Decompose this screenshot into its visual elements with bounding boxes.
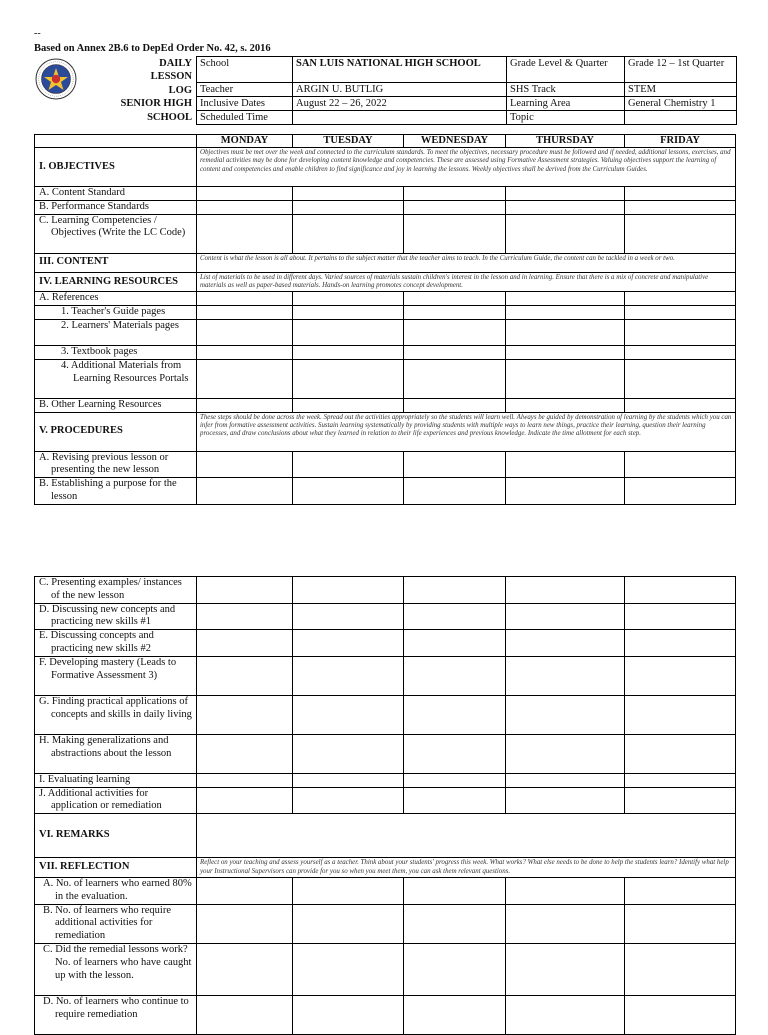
- row-label: [35, 695, 197, 734]
- row-label-text: C. Learning Competencies / Objectives (Write the LC Code): [39, 214, 186, 239]
- cell: [197, 787, 293, 814]
- area-label: Learning Area: [507, 97, 625, 111]
- cell: [506, 200, 625, 214]
- row-label: [35, 603, 197, 630]
- cell: [625, 200, 736, 214]
- cell: [197, 877, 293, 904]
- row-label-text: E. Discussing concepts and practicing new skills #2: [39, 630, 154, 654]
- cell: [506, 995, 625, 1034]
- cell: [506, 187, 625, 201]
- cell: [293, 877, 404, 904]
- grade-label: Grade Level & Quarter: [507, 57, 625, 83]
- cell: [404, 877, 506, 904]
- cell: [293, 292, 404, 306]
- cell: [506, 359, 625, 398]
- cell: [506, 320, 625, 346]
- cell: [506, 603, 625, 630]
- cell: [625, 695, 736, 734]
- row-label-text: F. Developing mastery (Leads to Formative Assessment 3): [39, 656, 177, 681]
- cell: [197, 292, 293, 306]
- time-value: [293, 111, 507, 125]
- cell: [293, 695, 404, 734]
- resources-heading: IV. LEARNING RESOURCES: [35, 272, 197, 292]
- cell: [625, 320, 736, 346]
- cell: [197, 187, 293, 201]
- row-label-text: A. No. of learners who earned 80% in the evaluation.: [43, 877, 192, 902]
- lesson-log-table-2: [34, 576, 736, 1035]
- row-label-text: 4. Additional Materials from Learning Resources Portals: [61, 359, 189, 384]
- cell: [404, 306, 506, 320]
- reflection-note: Reflect on your teaching and assess yourself as a teacher. Think about your students' progress this week. What works? What else needs to be done to help the students learn? Identify what help your Instructional Supervisors can provide for you so when you meet them, you can ask them relevant questions.: [197, 858, 736, 878]
- cell: [293, 214, 404, 253]
- cell: [404, 451, 506, 478]
- row-label: [35, 320, 197, 346]
- cell: [404, 630, 506, 657]
- row-label: [35, 214, 197, 253]
- cell: [293, 346, 404, 360]
- cell: [506, 214, 625, 253]
- cell: [625, 603, 736, 630]
- cell: [625, 787, 736, 814]
- cell: [506, 306, 625, 320]
- cell: [197, 320, 293, 346]
- cell: [197, 995, 293, 1034]
- row-label: [35, 904, 197, 943]
- row-label: [35, 787, 197, 814]
- cell: [293, 787, 404, 814]
- content-note: Content is what the lesson is all about. It pertains to the subject matter that the teacher aims to teach. In the Curriculum Guide, the content can be tackled in a week or two.: [197, 253, 736, 272]
- day-header: THURSDAY: [506, 135, 625, 148]
- cell: [404, 695, 506, 734]
- grade-value: Grade 12 – 1st Quarter: [625, 57, 737, 83]
- row-label-text: D. Discussing new concepts and practicing new skills #1: [39, 603, 176, 628]
- cell: [625, 656, 736, 695]
- cell: [197, 695, 293, 734]
- cell: [404, 346, 506, 360]
- cell: [506, 695, 625, 734]
- cell: [197, 478, 293, 505]
- row-label: [35, 734, 197, 773]
- lesson-log-table-1: [34, 134, 736, 505]
- track-label: SHS Track: [507, 83, 625, 97]
- row-label: [35, 478, 197, 505]
- cell: [625, 877, 736, 904]
- cell: [197, 603, 293, 630]
- cell: [197, 630, 293, 657]
- cell: [293, 478, 404, 505]
- cell: [197, 346, 293, 360]
- day-header: FRIDAY: [625, 135, 736, 148]
- cell: [293, 187, 404, 201]
- row-label-text: H. Making generalizations and abstractions about the lesson: [39, 734, 172, 759]
- cell: [404, 656, 506, 695]
- cell: [404, 904, 506, 943]
- cell: [293, 306, 404, 320]
- cell: [197, 398, 293, 412]
- row-label: 1. Teacher's Guide pages: [35, 306, 197, 320]
- row-label-text: 2. Learners' Materials pages: [61, 320, 179, 331]
- cell: [404, 734, 506, 773]
- cell: [625, 292, 736, 306]
- dll-title-line: LESSON: [150, 71, 192, 83]
- cell: [293, 773, 404, 787]
- cell: [293, 904, 404, 943]
- cell: [293, 943, 404, 995]
- topic-value: [625, 111, 737, 125]
- cell: [293, 451, 404, 478]
- remarks-cell: [197, 814, 736, 858]
- row-label: B. Performance Standards: [35, 200, 197, 214]
- cell: [625, 995, 736, 1034]
- cell: [404, 773, 506, 787]
- cell: [625, 630, 736, 657]
- cell: [506, 292, 625, 306]
- cell: [506, 904, 625, 943]
- cell: [506, 877, 625, 904]
- cell: [625, 773, 736, 787]
- day-header: MONDAY: [197, 135, 293, 148]
- cell: [197, 577, 293, 604]
- cell: [293, 577, 404, 604]
- row-label-text: B. Establishing a purpose for the lesson: [39, 478, 177, 502]
- time-label: Scheduled Time: [197, 111, 293, 125]
- dll-title-line: SENIOR HIGH SCHOOL: [120, 98, 192, 123]
- cell: [625, 734, 736, 773]
- cell: [293, 359, 404, 398]
- cell: [197, 734, 293, 773]
- cell: [293, 603, 404, 630]
- cell: [197, 656, 293, 695]
- cell: [506, 734, 625, 773]
- reflection-heading: VII. REFLECTION: [35, 858, 197, 878]
- day-header: WEDNESDAY: [404, 135, 506, 148]
- cell: [404, 187, 506, 201]
- cell: [506, 346, 625, 360]
- cell: [506, 478, 625, 505]
- cell: [293, 320, 404, 346]
- day-header: TUESDAY: [293, 135, 404, 148]
- cell: [404, 603, 506, 630]
- cell: [625, 359, 736, 398]
- cell: [506, 630, 625, 657]
- cell: [506, 773, 625, 787]
- row-label-text: B. No. of learners who require additional activities for remediation: [43, 904, 171, 942]
- cell: [404, 577, 506, 604]
- cell: [404, 320, 506, 346]
- dates-value: August 22 – 26, 2022: [293, 97, 507, 111]
- cell: [293, 656, 404, 695]
- row-label-text: D. No. of learners who continue to require remediation: [43, 995, 189, 1020]
- school-label: School: [197, 57, 293, 83]
- row-label: B. Other Learning Resources: [35, 398, 197, 412]
- cell: [625, 451, 736, 478]
- dll-title: [80, 57, 192, 124]
- cell: [197, 451, 293, 478]
- cell: [404, 787, 506, 814]
- cell: [197, 200, 293, 214]
- cell: [625, 187, 736, 201]
- row-label: [35, 451, 197, 478]
- header-table: [196, 56, 737, 125]
- cell: [404, 200, 506, 214]
- row-label: [35, 877, 197, 904]
- topic-label: Topic: [507, 111, 625, 125]
- cell: [197, 359, 293, 398]
- row-label: I. Evaluating learning: [35, 773, 197, 787]
- school-value: SAN LUIS NATIONAL HIGH SCHOOL: [293, 57, 507, 83]
- cell: [506, 656, 625, 695]
- cell: [506, 787, 625, 814]
- cell: [506, 577, 625, 604]
- row-label: [35, 630, 197, 657]
- cell: [625, 398, 736, 412]
- procedures-heading: V. PROCEDURES: [35, 412, 197, 451]
- cell: [293, 630, 404, 657]
- cell: [197, 773, 293, 787]
- cell: [404, 943, 506, 995]
- row-label-text: C. Did the remedial lessons work? No. of learners who have caught up with the lesson.: [43, 943, 192, 981]
- cell: [625, 904, 736, 943]
- row-label: [35, 359, 197, 398]
- cell: [404, 214, 506, 253]
- cell: [404, 478, 506, 505]
- teacher-label: Teacher: [197, 83, 293, 97]
- cell: [506, 943, 625, 995]
- row-label: [35, 995, 197, 1034]
- content-heading: III. CONTENT: [35, 253, 197, 272]
- cell: [625, 478, 736, 505]
- dll-title-line: LOG: [168, 84, 192, 96]
- top-dash: --: [34, 28, 41, 39]
- cell: [197, 306, 293, 320]
- resources-note: List of materials to be used in different days. Varied sources of materials sustain children's interest in the lesson and in learning. Ensure that there is a mix of concrete and manipulative materials as well as paper-based materials. Hands-on learning promotes concept development.: [197, 272, 736, 292]
- objectives-note: Objectives must be met over the week and connected to the curriculum standards. To meet the objectives, necessary procedure must be followed and if needed, additional lessons, exercises, and remedial activities may be done for developing content knowledge and competencies. These are assessed using Formative Assessment strategies. Valuing objectives support the learning of content and competencies and enable children to find significance and joy in learning the lessons. Weekly objectives shall be derived from the Curriculum Guides.: [197, 148, 736, 187]
- row-label-text: J. Additional activities for application or remediation: [39, 787, 162, 812]
- row-label-text: A. Revising previous lesson or presenting the new lesson: [39, 451, 169, 476]
- cell: [404, 359, 506, 398]
- cell: [197, 214, 293, 253]
- cell: [404, 398, 506, 412]
- objectives-heading: I. OBJECTIVES: [35, 148, 197, 187]
- cell: [197, 904, 293, 943]
- row-label: 3. Textbook pages: [35, 346, 197, 360]
- row-label-text: G. Finding practical applications of concepts and skills in daily living: [39, 695, 192, 720]
- cell: [625, 346, 736, 360]
- row-label: [35, 943, 197, 995]
- cell: [293, 995, 404, 1034]
- dll-title-line: DAILY: [159, 58, 192, 69]
- cell: [293, 398, 404, 412]
- cell: [625, 577, 736, 604]
- annex-title: Based on Annex 2B.6 to DepEd Order No. 42, s. 2016: [34, 43, 271, 54]
- cell: [625, 214, 736, 253]
- deped-seal-icon: [35, 58, 77, 100]
- area-value: General Chemistry 1: [625, 97, 737, 111]
- remarks-heading: VI. REMARKS: [35, 814, 197, 858]
- teacher-value: ARGIN U. BUTLIG: [293, 83, 507, 97]
- cell: [197, 943, 293, 995]
- row-label: A. Content Standard: [35, 187, 197, 201]
- row-label: A. References: [35, 292, 197, 306]
- cell: [293, 200, 404, 214]
- corner-cell: [35, 135, 197, 148]
- row-label-text: C. Presenting examples/ instances of the new lesson: [39, 577, 182, 601]
- cell: [625, 306, 736, 320]
- cell: [625, 943, 736, 995]
- row-label: [35, 656, 197, 695]
- dates-label: Inclusive Dates: [197, 97, 293, 111]
- row-label: [35, 577, 197, 604]
- cell: [404, 995, 506, 1034]
- track-value: STEM: [625, 83, 737, 97]
- cell: [293, 734, 404, 773]
- cell: [506, 451, 625, 478]
- cell: [506, 398, 625, 412]
- procedures-note: These steps should be done across the week. Spread out the activities appropriately so the students will learn well. Always be guided by demonstration of learning by the students which you can infer from formative assessment activities. Sustain learning systematically by providing students with multiple ways to learn new things, practice their learning, question their learning processes, and draw conclusions about what they learned in relation to their life experiences and previous knowledge. Indicate the time allotment for each step.: [197, 412, 736, 451]
- cell: [404, 292, 506, 306]
